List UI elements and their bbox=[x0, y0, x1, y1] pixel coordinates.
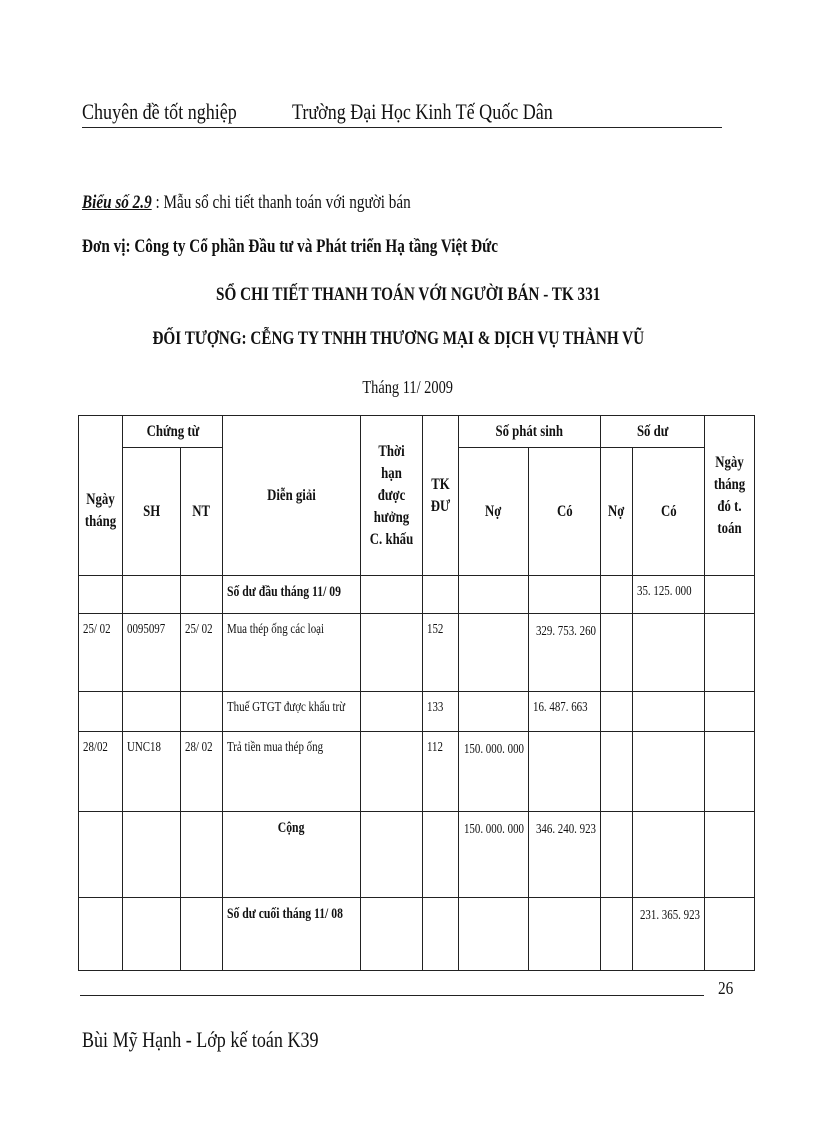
table-row: 28/02 UNC18 28/ 02 Trả tiền mua thép ống 112 150. 000. 000 bbox=[79, 732, 755, 812]
col-header-payment-date: Ngày tháng đó t. toán bbox=[705, 416, 755, 576]
ledger-period bbox=[0, 377, 816, 398]
col-header-description: Diễn giải bbox=[223, 416, 361, 576]
col-header-voucher: Chứng từ bbox=[123, 416, 223, 448]
header-row-1 bbox=[79, 416, 755, 448]
company-unit: Đơn vị: Công ty Cổ phần Đầu tư và Phát triển Hạ tầng Việt Đức bbox=[82, 236, 498, 257]
closing-balance-label: Số dư cuối tháng 11/ 08 bbox=[227, 906, 343, 922]
ledger-table bbox=[78, 415, 755, 971]
col-header-date: Ngày tháng bbox=[79, 416, 123, 576]
col-header-credit: Có bbox=[529, 448, 601, 576]
col-header-transactions: Số phát sinh bbox=[459, 416, 601, 448]
col-header-debit: Nợ bbox=[459, 448, 529, 576]
opening-balance-value: 35. 125. 000 bbox=[637, 584, 692, 599]
figure-caption-text: : Mẫu sổ chi tiết thanh toán với người bán bbox=[151, 192, 411, 213]
col-header-nt: NT bbox=[181, 448, 223, 576]
page-number: 26 bbox=[718, 978, 734, 998]
closing-balance-value: 231. 365. 923 bbox=[639, 908, 701, 923]
footer-divider bbox=[80, 995, 704, 996]
table-row-total: Cộng 150. 000. 000 346. 240. 923 bbox=[79, 812, 755, 898]
header-university-name: Trường Đại Học Kinh Tế Quốc Dân bbox=[292, 99, 553, 124]
col-header-balance-credit: Có bbox=[633, 448, 705, 576]
ledger-title-text: SỔ CHI TIẾT THANH TOÁN VỚI NGƯỜI BÁN - TK 331 bbox=[215, 284, 601, 305]
col-header-counter-account: TK ĐƯ bbox=[423, 416, 459, 576]
ledger-title bbox=[0, 284, 816, 306]
col-header-balance: Số dư bbox=[601, 416, 705, 448]
page-header bbox=[82, 95, 722, 128]
total-label: Cộng bbox=[278, 820, 305, 836]
ledger-subject-text: ĐỐI TƯỢNG: CỄNG TY TNHH THƯƠNG MẠI & DỊCH VỤ THÀNH VŨ bbox=[152, 328, 644, 349]
table-row-closing bbox=[79, 898, 755, 971]
col-header-sh: SH bbox=[123, 448, 181, 576]
header-thesis-label: Chuyên đề tốt nghiệp bbox=[82, 99, 237, 124]
ledger-period-text: Tháng 11/ 2009 bbox=[362, 377, 454, 397]
opening-balance-label: Số dư đầu tháng 11/ 09 bbox=[227, 584, 342, 600]
ledger-subject bbox=[0, 328, 806, 350]
table-row bbox=[79, 576, 755, 614]
figure-number: Biểu số 2.9 bbox=[82, 192, 152, 213]
table-row: Thuế GTGT được khấu trừ 133 16. 487. 663 bbox=[79, 692, 755, 732]
figure-caption bbox=[82, 192, 411, 214]
col-header-discount-term: Thời hạn được hưởng C. khấu bbox=[361, 416, 423, 576]
table-row: 25/ 02 0095097 25/ 02 Mua thép ống các loại 152 329. 753. 260 bbox=[79, 614, 755, 692]
footer-author: Bùi Mỹ Hạnh - Lớp kế toán K39 bbox=[82, 1027, 319, 1052]
col-header-balance-debit: Nợ bbox=[601, 448, 633, 576]
